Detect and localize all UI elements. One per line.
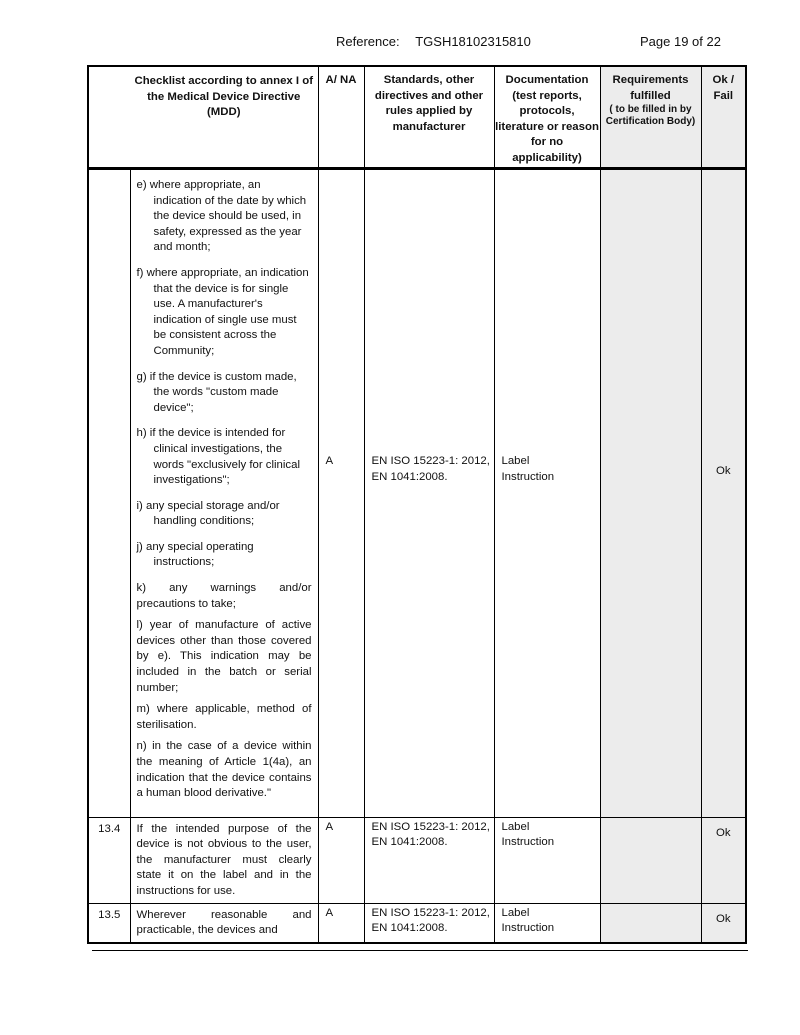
- result-value: Ok: [701, 817, 746, 903]
- requirements-cell: [600, 817, 701, 903]
- list-item: f) where appropriate, an indication that the device is for single use. A manufacturer's indication of single use must be consistent across the Community;: [136, 266, 309, 357]
- list-item: m) where applicable, method of sterilisation.: [136, 703, 312, 731]
- list-item: h) if the device is intended for clinical investigations, the words "exclusively for clinical investigations";: [136, 427, 300, 487]
- table-row: [88, 817, 746, 903]
- header-ok-fail: Ok / Fail: [701, 66, 746, 168]
- requirement-text: If the intended purpose of the device is not obvious to the user, the manufacturer must clearly state it on the label and in the instructions for use.: [130, 817, 318, 903]
- requirements-cell: [600, 903, 701, 943]
- list-item: l) year of manufacture of active devices other than those covered by e). This indication may be included in the batch or serial number;: [136, 619, 312, 694]
- table-row: [88, 903, 746, 943]
- row-number: 13.4: [88, 817, 130, 903]
- row-number: 13.5: [88, 903, 130, 943]
- footer-rule: [92, 950, 748, 951]
- documentation-value: Label Instruction: [494, 817, 600, 903]
- table-row: [88, 169, 746, 817]
- requirement-text: Wherever reasonable and practicable, the devices and: [130, 903, 318, 943]
- reference-label: Reference:: [336, 34, 400, 49]
- header-requirements-note: ( to be filled in by Certification Body): [605, 104, 696, 128]
- list-item: j) any special operating instructions;: [136, 540, 254, 569]
- result-value: Ok: [701, 903, 746, 943]
- header-documentation: Documentation (test reports, protocols, literature or reason for no applicability): [494, 66, 600, 168]
- list-item: g) if the device is custom made, the words "custom made device";: [136, 370, 297, 414]
- list-item: i) any special storage and/or handling conditions;: [136, 499, 280, 528]
- standards-value: EN ISO 15223-1: 2012, EN 1041:2008.: [364, 903, 494, 943]
- header-standards: Standards, other directives and other rules applied by manufacturer: [364, 66, 494, 168]
- header-number-cell: [88, 66, 130, 168]
- reference: [336, 34, 531, 49]
- header-requirements-title: Requirements fulfilled: [612, 74, 689, 102]
- header-checklist: Checklist according to annex I of the Medical Device Directive (MDD): [130, 66, 318, 168]
- documentation-value: Label Instruction: [494, 169, 600, 817]
- reference-number: TGSH18102315810: [415, 34, 531, 49]
- page-number: Page 19 of 22: [640, 34, 721, 49]
- a-na-value: A: [318, 169, 364, 817]
- documentation-value: Label Instruction: [494, 903, 600, 943]
- result-value: Ok: [701, 169, 746, 817]
- requirement-text: [130, 169, 318, 817]
- header-a-na: A/ NA: [318, 66, 364, 168]
- checklist-table: [87, 168, 747, 944]
- list-item: n) in the case of a device within the meaning of Article 1(4a), an indication that the device contains a human blood derivative.": [136, 740, 312, 800]
- list-item: k) any warnings and/or precautions to take;: [136, 582, 312, 610]
- standards-value: EN ISO 15223-1: 2012, EN 1041:2008.: [364, 169, 494, 817]
- requirements-cell: [600, 169, 701, 817]
- a-na-value: A: [318, 903, 364, 943]
- a-na-value: A: [318, 817, 364, 903]
- standards-value: EN ISO 15223-1: 2012, EN 1041:2008.: [364, 817, 494, 903]
- header-requirements: [600, 66, 701, 168]
- checklist-header-table: [87, 65, 747, 169]
- list-item: e) where appropriate, an indication of the date by which the device should be used, in safety, expressed as the year and month;: [136, 179, 307, 254]
- row-number-cell: [88, 169, 130, 817]
